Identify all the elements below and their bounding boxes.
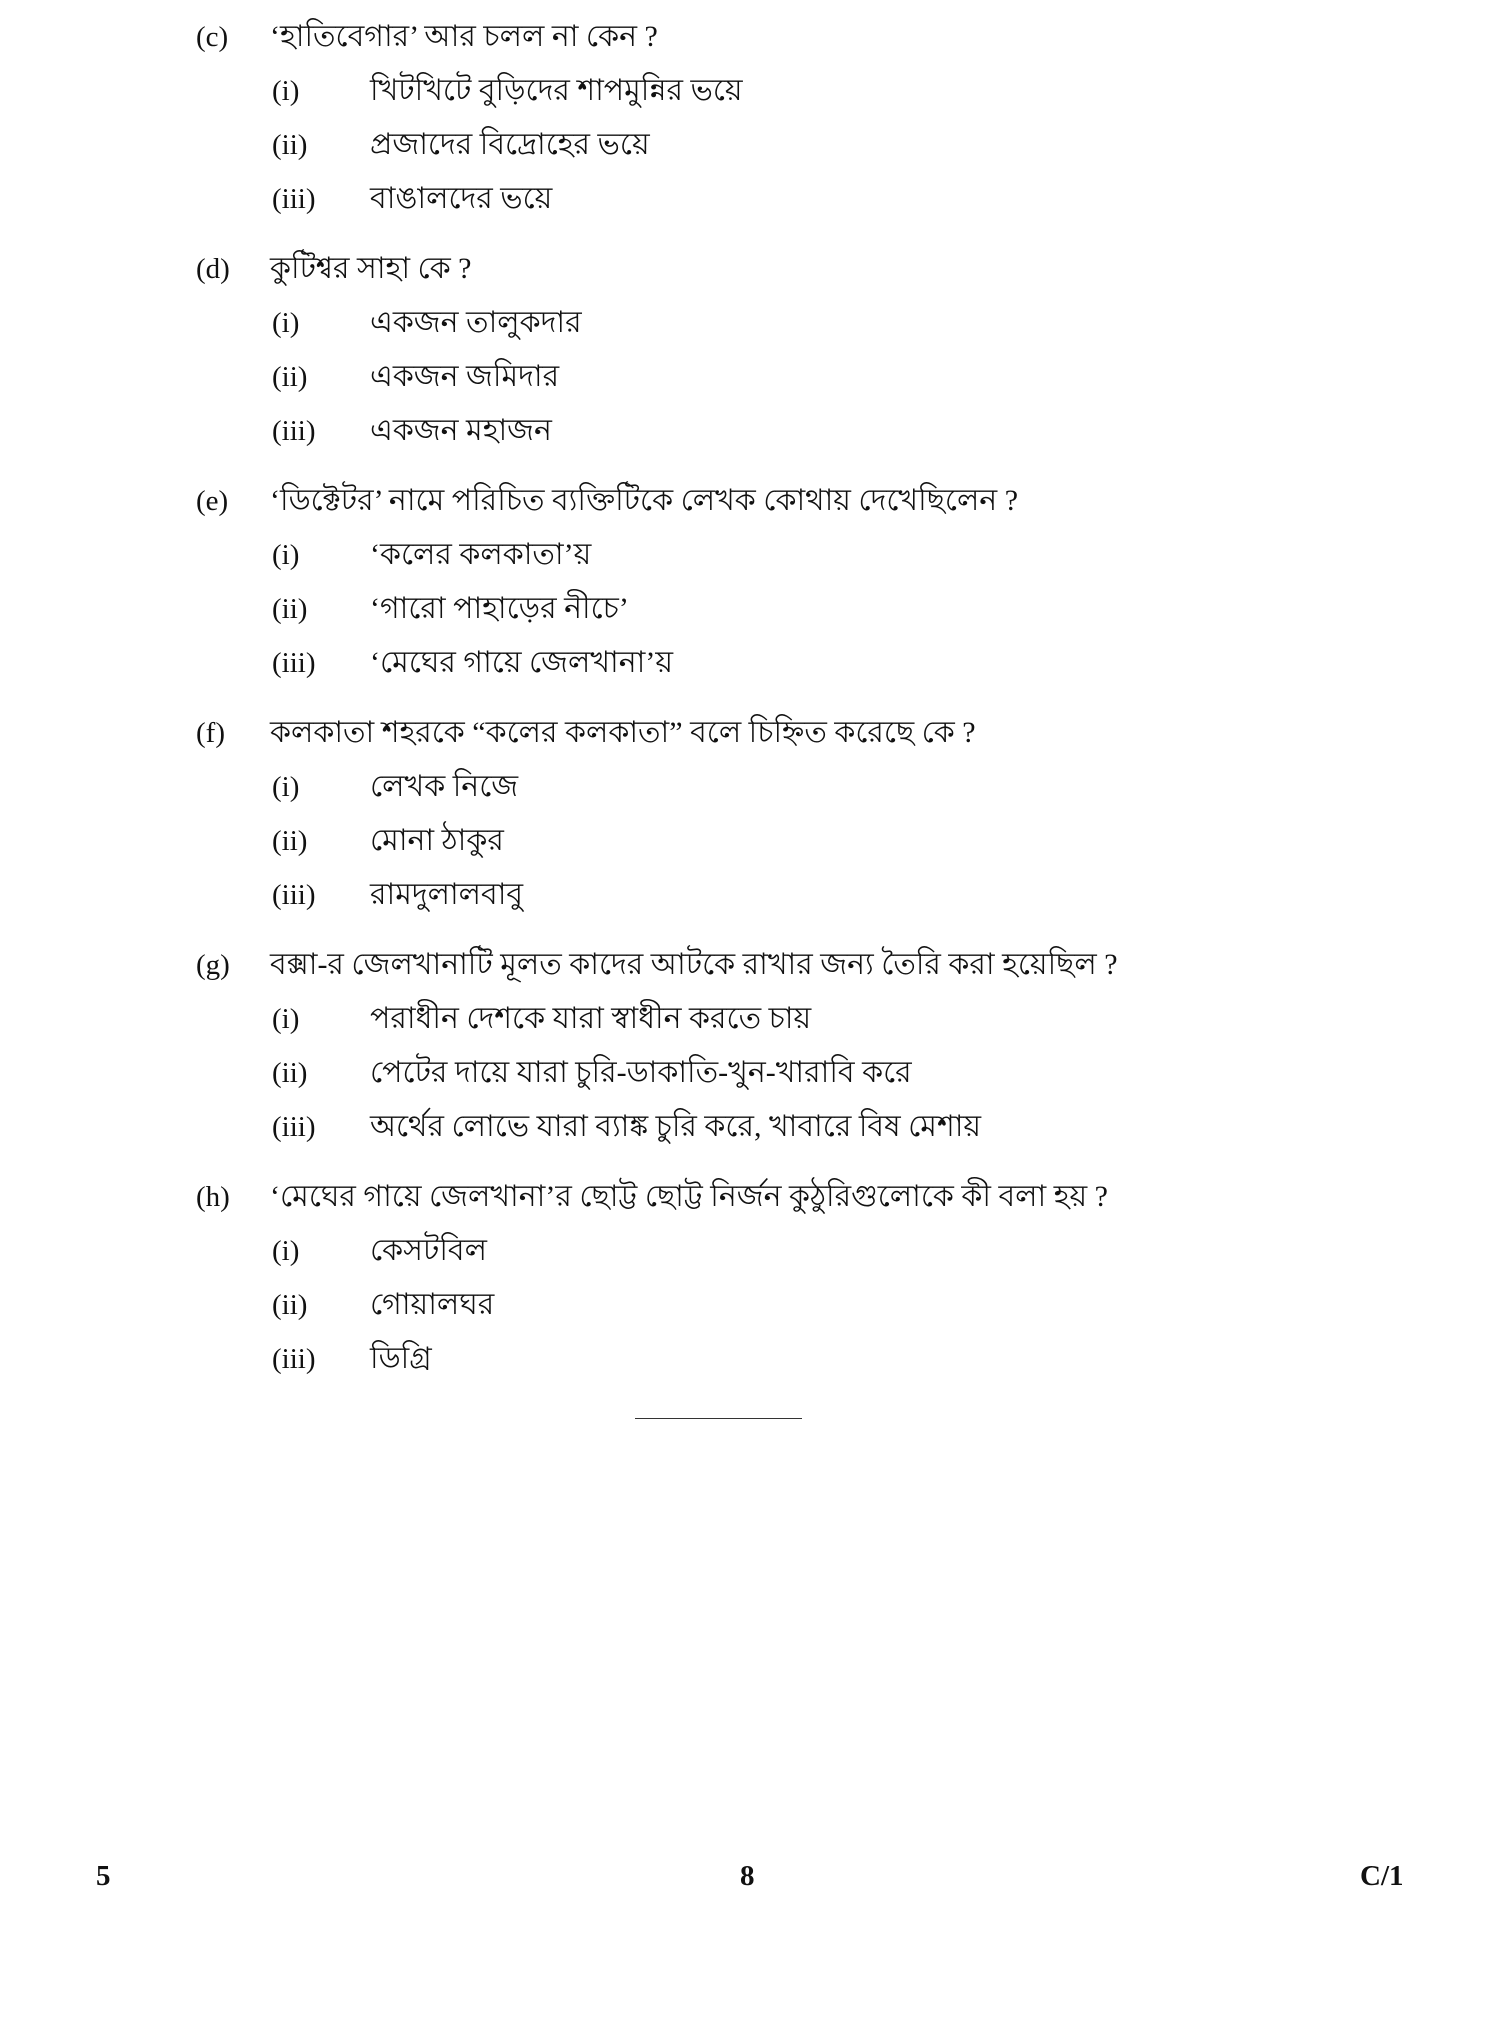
- option-label: (ii): [272, 825, 308, 857]
- question-text: কলকাতা শহরকে “কলের কলকাতা” বলে চিহ্নিত করেছে কে ?: [270, 716, 976, 749]
- footer-code: 5: [96, 1860, 111, 1892]
- option-line: [0, 1046, 1505, 1100]
- question-label: (c): [196, 21, 229, 53]
- option-label: (i): [272, 307, 300, 339]
- option-text: একজন জমিদার: [370, 360, 560, 393]
- option-label: (i): [272, 539, 300, 571]
- question-list: [0, 10, 1505, 1402]
- option-line: [0, 868, 1505, 922]
- option-label: (iii): [272, 1343, 316, 1375]
- option-text: পেটের দায়ে যারা চুরি-ডাকাতি-খুন-খারাবি করে: [370, 1056, 912, 1089]
- question-block: [0, 1170, 1505, 1386]
- question-line: [0, 706, 1505, 760]
- footer-series: C/1: [1360, 1860, 1404, 1892]
- option-label: (iii): [272, 183, 316, 215]
- option-label: (iii): [272, 1111, 316, 1143]
- option-line: [0, 992, 1505, 1046]
- option-text: বাঙালদের ভয়ে: [370, 182, 553, 215]
- option-line: [0, 296, 1505, 350]
- option-line: [0, 1332, 1505, 1386]
- option-text: প্রজাদের বিদ্রোহের ভয়ে: [370, 128, 650, 161]
- option-text: রামদুলালবাবু: [370, 878, 524, 911]
- option-label: (iii): [272, 879, 316, 911]
- question-block: [0, 938, 1505, 1154]
- option-line: [0, 814, 1505, 868]
- question-label: (h): [196, 1181, 230, 1213]
- question-line: [0, 938, 1505, 992]
- end-divider: [635, 1418, 802, 1419]
- question-text: কুটিশ্বর সাহা কে ?: [270, 252, 472, 285]
- question-block: [0, 474, 1505, 690]
- page-number: 8: [740, 1860, 755, 1892]
- question-line: [0, 242, 1505, 296]
- question-text: বক্সা-র জেলখানাটি মূলত কাদের আটকে রাখার জন্য তৈরি করা হয়েছিল ?: [270, 948, 1118, 981]
- option-text: পরাধীন দেশকে যারা স্বাধীন করতে চায়: [370, 1002, 812, 1035]
- option-line: [0, 350, 1505, 404]
- option-label: (i): [272, 75, 300, 107]
- option-label: (ii): [272, 129, 308, 161]
- option-text: ‘গারো পাহাড়ের নীচে’: [370, 592, 629, 625]
- option-label: (ii): [272, 593, 308, 625]
- question-text: ‘মেঘের গায়ে জেলখানা’র ছোট্ট ছোট্ট নির্জন কুঠুরিগুলোকে কী বলা হয় ?: [270, 1180, 1108, 1213]
- option-text: ডিগ্রি: [370, 1342, 432, 1375]
- option-label: (iii): [272, 647, 316, 679]
- option-text: একজন তালুকদার: [370, 306, 582, 339]
- option-text: ‘কলের কলকাতা’য়: [370, 538, 592, 571]
- option-line: [0, 1278, 1505, 1332]
- question-line: [0, 1170, 1505, 1224]
- question-label: (d): [196, 253, 230, 285]
- option-line: [0, 64, 1505, 118]
- option-label: (i): [272, 1003, 300, 1035]
- option-label: (ii): [272, 361, 308, 393]
- question-block: [0, 242, 1505, 458]
- question-label: (f): [196, 717, 225, 749]
- option-text: গোয়ালঘর: [370, 1288, 495, 1321]
- option-line: [0, 1100, 1505, 1154]
- option-label: (i): [272, 771, 300, 803]
- option-line: [0, 172, 1505, 226]
- option-line: [0, 636, 1505, 690]
- question-label: (e): [196, 485, 229, 517]
- option-line: [0, 404, 1505, 458]
- option-text: অর্থের লোভে যারা ব্যাঙ্ক চুরি করে, খাবারে বিষ মেশায়: [370, 1110, 982, 1143]
- option-text: খিটখিটে বুড়িদের শাপমুন্নির ভয়ে: [370, 74, 743, 107]
- question-block: [0, 706, 1505, 922]
- option-text: লেখক নিজে: [370, 770, 519, 803]
- option-line: [0, 582, 1505, 636]
- option-line: [0, 1224, 1505, 1278]
- option-label: (ii): [272, 1057, 308, 1089]
- option-line: [0, 760, 1505, 814]
- option-text: কেসটবিল: [370, 1234, 487, 1267]
- question-label: (g): [196, 949, 230, 981]
- option-line: [0, 528, 1505, 582]
- question-text: ‘ডিক্টেটর’ নামে পরিচিত ব্যক্তিটিকে লেখক কোথায় দেখেছিলেন ?: [270, 484, 1019, 517]
- question-line: [0, 10, 1505, 64]
- question-line: [0, 474, 1505, 528]
- option-text: ‘মেঘের গায়ে জেলখানা’য়: [370, 646, 674, 679]
- question-block: [0, 10, 1505, 226]
- option-line: [0, 118, 1505, 172]
- option-label: (iii): [272, 415, 316, 447]
- option-label: (i): [272, 1235, 300, 1267]
- option-text: একজন মহাজন: [370, 414, 552, 447]
- option-label: (ii): [272, 1289, 308, 1321]
- question-text: ‘হাতিবেগার’ আর চলল না কেন ?: [270, 20, 658, 53]
- option-text: মোনা ঠাকুর: [370, 824, 504, 857]
